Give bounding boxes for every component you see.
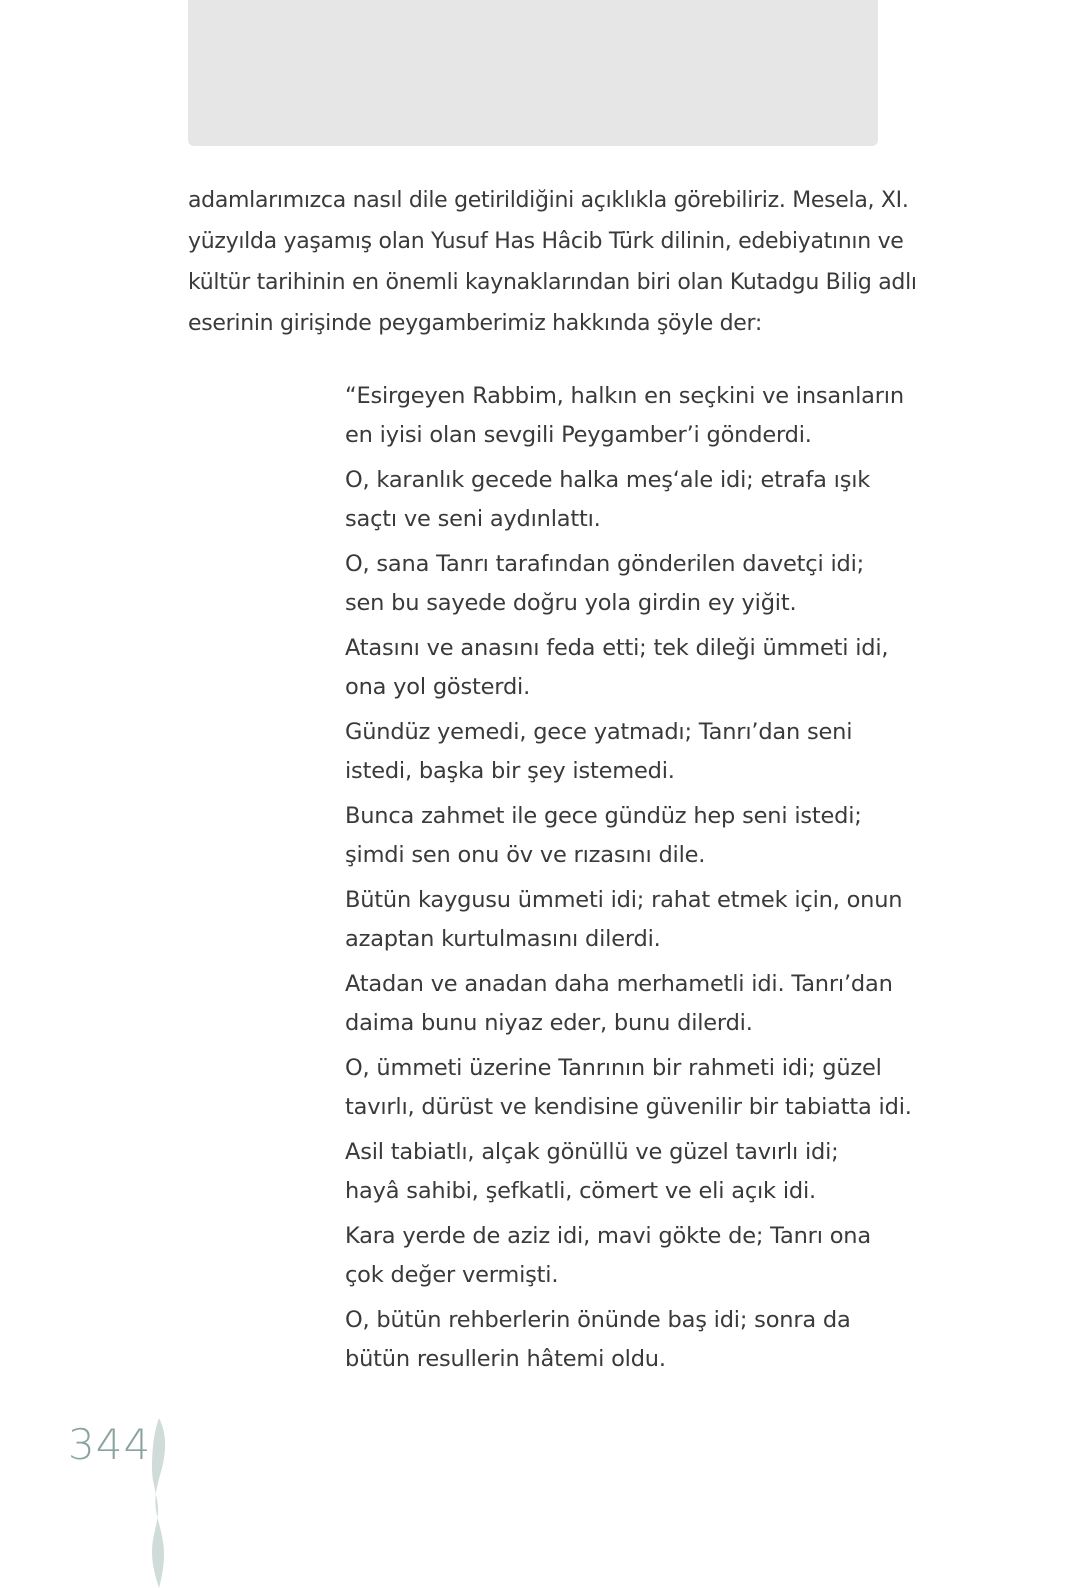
intro-line: adamlarımızca nasıl dile getirildiğini açıklıkla görebiliriz. Mesela, XI.	[188, 188, 909, 213]
couplet-line: azaptan kurtulmasını dilerdi.	[345, 926, 661, 952]
couplet	[345, 1301, 905, 1379]
poem-quote-block	[345, 377, 912, 1385]
couplet-line: Bunca zahmet ile gece gündüz hep seni istedi;	[345, 803, 862, 829]
couplet-line: saçtı ve seni aydınlattı.	[345, 506, 601, 532]
couplet-line: Bütün kaygusu ümmeti idi; rahat etmek için, onun	[345, 887, 903, 913]
couplet-line: şimdi sen onu öv ve rızasını dile.	[345, 842, 706, 868]
couplet	[345, 377, 905, 455]
couplet-line: O, bütün rehberlerin önünde baş idi; sonra da	[345, 1307, 851, 1333]
couplet-line: O, sana Tanrı tarafından gönderilen davetçi idi;	[345, 551, 865, 577]
header-image-placeholder	[188, 0, 878, 146]
intro-line: eserinin girişinde peygamberimiz hakkında şöyle der:	[188, 311, 763, 336]
page-number: 344	[68, 1420, 152, 1469]
couplet-line: Gündüz yemedi, gece yatmadı; Tanrı’dan seni	[345, 719, 853, 745]
couplet	[345, 1133, 905, 1211]
couplet	[345, 965, 905, 1043]
couplet-line: Kara yerde de aziz idi, mavi gökte de; Tanrı ona	[345, 1223, 871, 1249]
decorative-flourish-icon	[146, 1418, 172, 1588]
couplet-line: Asil tabiatlı, alçak gönüllü ve güzel tavırlı idi;	[345, 1139, 839, 1165]
couplet-line: en iyisi olan sevgili Peygamber’i gönderdi.	[345, 422, 812, 448]
couplet-line: “Esirgeyen Rabbim, halkın en seçkini ve insanların	[345, 383, 904, 409]
couplet	[345, 1049, 912, 1127]
flourish-shape	[152, 1418, 165, 1588]
couplet	[345, 545, 905, 623]
couplet	[345, 881, 905, 959]
couplet-line: Atasını ve anasını feda etti; tek dileği ümmeti idi,	[345, 635, 889, 661]
couplet-line: tavırlı, dürüst ve kendisine güvenilir bir tabiatta idi.	[345, 1094, 912, 1120]
intro-line: kültür tarihinin en önemli kaynaklarından biri olan Kutadgu Bilig adlı	[188, 270, 917, 295]
couplet-line: istedi, başka bir şey istemedi.	[345, 758, 675, 784]
couplet	[345, 1217, 905, 1295]
couplet	[345, 797, 905, 875]
couplet-line: ona yol gösterdi.	[345, 674, 531, 700]
couplet	[345, 713, 905, 791]
couplet-line: hayâ sahibi, şefkatli, cömert ve eli açık idi.	[345, 1178, 816, 1204]
couplet-line: bütün resullerin hâtemi oldu.	[345, 1346, 666, 1372]
couplet-line: Atadan ve anadan daha merhametli idi. Tanrı’dan	[345, 971, 893, 997]
couplet-line: çok değer vermişti.	[345, 1262, 559, 1288]
couplet-line: sen bu sayede doğru yola girdin ey yiğit.	[345, 590, 797, 616]
couplet-line: O, karanlık gecede halka meş‘ale idi; etrafa ışık	[345, 467, 871, 493]
intro-line: yüzyılda yaşamış olan Yusuf Has Hâcib Türk dilinin, edebiyatının ve	[188, 229, 904, 254]
intro-paragraph	[188, 180, 917, 344]
couplet-line: O, ümmeti üzerine Tanrının bir rahmeti idi; güzel	[345, 1055, 882, 1081]
couplet-line: daima bunu niyaz eder, bunu dilerdi.	[345, 1010, 753, 1036]
couplet	[345, 461, 905, 539]
couplet	[345, 629, 905, 707]
